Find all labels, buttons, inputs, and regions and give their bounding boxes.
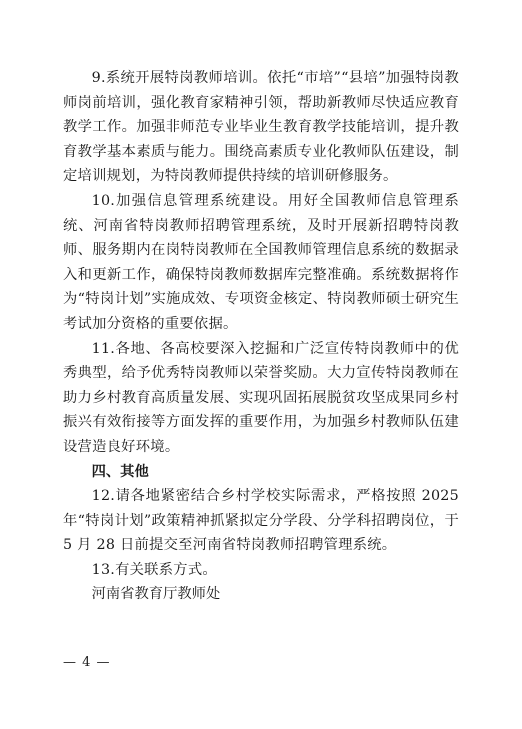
paragraph-item-12: 12.请各地紧密结合乡村学校实际需求，严格按照 2025 年“特岗计划”政策精神抓紧拟定分学段、分学科招聘岗位，于 5 月 28 日前提交至河南省特岗教师招聘管理系统。 [63,488,459,554]
paragraph-item-9: 9.系统开展特岗教师培训。依托“市培”“县培”加强特岗教师岗前培训，强化教育家精神引领，帮助新教师尽快适应教育教学工作。加强非师范专业毕业生教育教学技能培训，提升教育教学基本素质与能力。围绕高素质专业化教师队伍建设，制定培训规划，为特岗教师提供持续的培训研修服务。 [63,70,459,185]
paragraph-item-13: 13.有关联系方式。 [91,561,217,578]
paragraph-item-10: 10.加强信息管理系统建设。用好全国教师信息管理系统、河南省特岗教师招聘管理系统，及时开展新招聘特岗教师、服务期内在岗特岗教师在全国教师管理信息系统的数据录入和更新工作，确保特岗教师数据库完整准确。系统数据将作为“特岗计划”实施成效、专项资金核定、特岗教师硕士研究生考试加分资格的重要依据。 [63,192,459,332]
document-body [63,66,459,607]
section-heading-other: 四、其他 [91,463,149,480]
issuer-signature: 河南省教育厅教师处 [91,586,221,603]
page-number: — 4 — [63,655,111,670]
paragraph-item-11: 11.各地、各高校要深入挖掘和广泛宣传特岗教师中的优秀典型，给予优秀特岗教师以荣誉奖励。大力宣传特岗教师在助力乡村教育高质量发展、实现巩固拓展脱贫攻坚成果同乡村振兴有效衔接等方面发挥的重要作用，为加强乡村教师队伍建设营造良好环境。 [63,340,459,455]
